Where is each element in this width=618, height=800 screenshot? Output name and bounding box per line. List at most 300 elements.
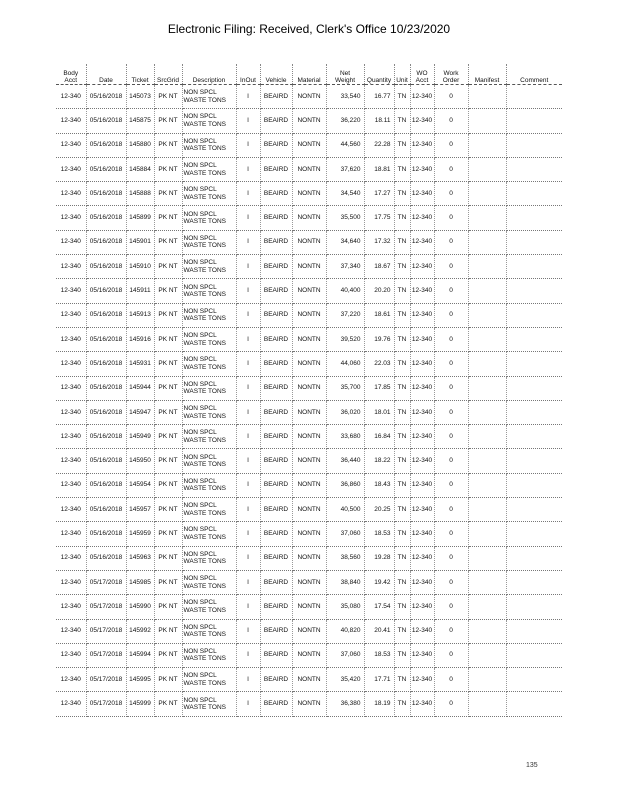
cell-unit: TN (394, 668, 410, 692)
cell-in-out: I (236, 327, 260, 351)
cell-in-out: I (236, 643, 260, 667)
cell-vehicle: BEAIRD (260, 643, 292, 667)
column-header-vehicle: Vehicle (260, 64, 292, 85)
cell-material: NONTN (292, 473, 326, 497)
cell-description: NON SPCL WASTE TONS (182, 303, 236, 327)
table-row (56, 133, 562, 157)
cell-comment (506, 255, 562, 279)
cell-quantity: 18.11 (364, 109, 394, 133)
cell-body-acct: 12-340 (56, 619, 86, 643)
cell-wo-acct: 12-340 (410, 327, 434, 351)
cell-quantity: 19.28 (364, 546, 394, 570)
cell-unit: TN (394, 279, 410, 303)
cell-description: NON SPCL WASTE TONS (182, 522, 236, 546)
cell-manifest (468, 206, 506, 230)
cell-description: NON SPCL WASTE TONS (182, 570, 236, 594)
cell-body-acct: 12-340 (56, 85, 86, 109)
cell-date: 05/16/2018 (86, 279, 126, 303)
cell-vehicle: BEAIRD (260, 449, 292, 473)
cell-description: NON SPCL WASTE TONS (182, 643, 236, 667)
cell-src-grid: PK NT (154, 279, 182, 303)
cell-date: 05/16/2018 (86, 133, 126, 157)
cell-work-order: 0 (434, 255, 468, 279)
cell-work-order: 0 (434, 206, 468, 230)
cell-work-order: 0 (434, 425, 468, 449)
column-header-net-weight: Net Weight (326, 64, 364, 85)
cell-wo-acct: 12-340 (410, 133, 434, 157)
cell-description: NON SPCL WASTE TONS (182, 619, 236, 643)
table-row (56, 376, 562, 400)
cell-net-weight: 34,540 (326, 182, 364, 206)
cell-net-weight: 37,060 (326, 643, 364, 667)
cell-comment (506, 206, 562, 230)
cell-wo-acct: 12-340 (410, 570, 434, 594)
cell-description: NON SPCL WASTE TONS (182, 85, 236, 109)
table-row (56, 85, 562, 109)
cell-quantity: 18.81 (364, 157, 394, 181)
cell-date: 05/16/2018 (86, 327, 126, 351)
cell-material: NONTN (292, 327, 326, 351)
cell-wo-acct: 12-340 (410, 400, 434, 424)
cell-date: 05/16/2018 (86, 182, 126, 206)
cell-ticket: 145884 (126, 157, 154, 181)
cell-work-order: 0 (434, 157, 468, 181)
cell-wo-acct: 12-340 (410, 595, 434, 619)
cell-manifest (468, 85, 506, 109)
cell-net-weight: 40,500 (326, 498, 364, 522)
table-row (56, 157, 562, 181)
cell-body-acct: 12-340 (56, 279, 86, 303)
cell-ticket: 145949 (126, 425, 154, 449)
table-row (56, 692, 562, 716)
cell-net-weight: 35,500 (326, 206, 364, 230)
cell-date: 05/17/2018 (86, 668, 126, 692)
cell-unit: TN (394, 643, 410, 667)
column-header-date: Date (86, 64, 126, 85)
cell-comment (506, 692, 562, 716)
cell-src-grid: PK NT (154, 303, 182, 327)
cell-work-order: 0 (434, 133, 468, 157)
ticket-ledger-table (56, 64, 562, 717)
cell-material: NONTN (292, 425, 326, 449)
cell-vehicle: BEAIRD (260, 498, 292, 522)
cell-quantity: 20.20 (364, 279, 394, 303)
cell-wo-acct: 12-340 (410, 498, 434, 522)
cell-description: NON SPCL WASTE TONS (182, 692, 236, 716)
cell-description: NON SPCL WASTE TONS (182, 255, 236, 279)
cell-in-out: I (236, 522, 260, 546)
table-row (56, 352, 562, 376)
table-row (56, 619, 562, 643)
cell-date: 05/16/2018 (86, 303, 126, 327)
cell-description: NON SPCL WASTE TONS (182, 157, 236, 181)
cell-work-order: 0 (434, 522, 468, 546)
cell-wo-acct: 12-340 (410, 85, 434, 109)
cell-material: NONTN (292, 352, 326, 376)
cell-body-acct: 12-340 (56, 255, 86, 279)
cell-body-acct: 12-340 (56, 400, 86, 424)
cell-net-weight: 37,060 (326, 522, 364, 546)
cell-body-acct: 12-340 (56, 206, 86, 230)
cell-ticket: 145913 (126, 303, 154, 327)
cell-manifest (468, 522, 506, 546)
cell-src-grid: PK NT (154, 595, 182, 619)
cell-date: 05/16/2018 (86, 85, 126, 109)
cell-src-grid: PK NT (154, 352, 182, 376)
cell-src-grid: PK NT (154, 133, 182, 157)
cell-net-weight: 37,220 (326, 303, 364, 327)
cell-manifest (468, 352, 506, 376)
cell-body-acct: 12-340 (56, 546, 86, 570)
cell-comment (506, 303, 562, 327)
cell-material: NONTN (292, 303, 326, 327)
cell-manifest (468, 230, 506, 254)
cell-vehicle: BEAIRD (260, 692, 292, 716)
cell-unit: TN (394, 546, 410, 570)
cell-in-out: I (236, 473, 260, 497)
cell-work-order: 0 (434, 109, 468, 133)
cell-unit: TN (394, 692, 410, 716)
cell-ticket: 145990 (126, 595, 154, 619)
cell-manifest (468, 400, 506, 424)
cell-src-grid: PK NT (154, 643, 182, 667)
cell-net-weight: 38,560 (326, 546, 364, 570)
cell-unit: TN (394, 570, 410, 594)
cell-net-weight: 44,560 (326, 133, 364, 157)
cell-date: 05/16/2018 (86, 546, 126, 570)
cell-unit: TN (394, 595, 410, 619)
cell-body-acct: 12-340 (56, 327, 86, 351)
cell-src-grid: PK NT (154, 85, 182, 109)
cell-manifest (468, 376, 506, 400)
table-row (56, 643, 562, 667)
cell-material: NONTN (292, 522, 326, 546)
cell-quantity: 18.61 (364, 303, 394, 327)
cell-quantity: 17.75 (364, 206, 394, 230)
cell-unit: TN (394, 619, 410, 643)
table-row (56, 109, 562, 133)
cell-comment (506, 619, 562, 643)
cell-in-out: I (236, 230, 260, 254)
cell-unit: TN (394, 400, 410, 424)
cell-net-weight: 36,440 (326, 449, 364, 473)
cell-ticket: 145888 (126, 182, 154, 206)
cell-quantity: 17.54 (364, 595, 394, 619)
cell-date: 05/16/2018 (86, 230, 126, 254)
cell-net-weight: 36,020 (326, 400, 364, 424)
cell-ticket: 145916 (126, 327, 154, 351)
column-header-wo-acct: WO Acct (410, 64, 434, 85)
cell-body-acct: 12-340 (56, 109, 86, 133)
cell-ticket: 145999 (126, 692, 154, 716)
table-row (56, 400, 562, 424)
column-header-quantity: Quantity (364, 64, 394, 85)
cell-description: NON SPCL WASTE TONS (182, 473, 236, 497)
cell-comment (506, 352, 562, 376)
cell-vehicle: BEAIRD (260, 376, 292, 400)
cell-wo-acct: 12-340 (410, 352, 434, 376)
cell-date: 05/16/2018 (86, 255, 126, 279)
cell-material: NONTN (292, 546, 326, 570)
cell-in-out: I (236, 109, 260, 133)
cell-wo-acct: 12-340 (410, 449, 434, 473)
cell-in-out: I (236, 668, 260, 692)
cell-src-grid: PK NT (154, 206, 182, 230)
cell-ticket: 145931 (126, 352, 154, 376)
cell-manifest (468, 279, 506, 303)
column-header-unit: Unit (394, 64, 410, 85)
table-row (56, 425, 562, 449)
cell-description: NON SPCL WASTE TONS (182, 230, 236, 254)
cell-work-order: 0 (434, 668, 468, 692)
cell-body-acct: 12-340 (56, 595, 86, 619)
cell-description: NON SPCL WASTE TONS (182, 668, 236, 692)
cell-work-order: 0 (434, 279, 468, 303)
column-header-material: Material (292, 64, 326, 85)
cell-src-grid: PK NT (154, 522, 182, 546)
cell-unit: TN (394, 303, 410, 327)
cell-src-grid: PK NT (154, 109, 182, 133)
cell-manifest (468, 449, 506, 473)
column-header-src-grid: SrcGrid (154, 64, 182, 85)
cell-src-grid: PK NT (154, 182, 182, 206)
cell-body-acct: 12-340 (56, 303, 86, 327)
cell-wo-acct: 12-340 (410, 425, 434, 449)
cell-date: 05/16/2018 (86, 109, 126, 133)
cell-unit: TN (394, 85, 410, 109)
page-title: Electronic Filing: Received, Clerk's Office 10/23/2020 (167, 22, 451, 36)
cell-description: NON SPCL WASTE TONS (182, 400, 236, 424)
cell-in-out: I (236, 425, 260, 449)
cell-quantity: 20.25 (364, 498, 394, 522)
cell-in-out: I (236, 449, 260, 473)
cell-date: 05/16/2018 (86, 425, 126, 449)
cell-wo-acct: 12-340 (410, 643, 434, 667)
cell-quantity: 18.01 (364, 400, 394, 424)
cell-net-weight: 36,220 (326, 109, 364, 133)
cell-comment (506, 327, 562, 351)
cell-net-weight: 35,080 (326, 595, 364, 619)
cell-manifest (468, 498, 506, 522)
cell-material: NONTN (292, 498, 326, 522)
cell-wo-acct: 12-340 (410, 157, 434, 181)
cell-material: NONTN (292, 133, 326, 157)
cell-vehicle: BEAIRD (260, 352, 292, 376)
cell-date: 05/16/2018 (86, 473, 126, 497)
cell-manifest (468, 255, 506, 279)
cell-unit: TN (394, 522, 410, 546)
cell-ticket: 145992 (126, 619, 154, 643)
cell-wo-acct: 12-340 (410, 619, 434, 643)
cell-unit: TN (394, 327, 410, 351)
cell-manifest (468, 327, 506, 351)
column-header-body-acct: Body Acct (56, 64, 86, 85)
cell-in-out: I (236, 279, 260, 303)
cell-date: 05/17/2018 (86, 570, 126, 594)
cell-ticket: 145985 (126, 570, 154, 594)
cell-work-order: 0 (434, 230, 468, 254)
table-row (56, 449, 562, 473)
cell-wo-acct: 12-340 (410, 473, 434, 497)
cell-date: 05/16/2018 (86, 522, 126, 546)
cell-comment (506, 85, 562, 109)
table-row (56, 206, 562, 230)
cell-unit: TN (394, 376, 410, 400)
cell-comment (506, 498, 562, 522)
cell-work-order: 0 (434, 303, 468, 327)
cell-in-out: I (236, 85, 260, 109)
column-header-work-order: Work Order (434, 64, 468, 85)
cell-quantity: 16.77 (364, 85, 394, 109)
cell-quantity: 17.32 (364, 230, 394, 254)
cell-net-weight: 37,340 (326, 255, 364, 279)
cell-work-order: 0 (434, 546, 468, 570)
cell-vehicle: BEAIRD (260, 619, 292, 643)
cell-body-acct: 12-340 (56, 643, 86, 667)
column-header-comment: Comment (506, 64, 562, 85)
cell-date: 05/17/2018 (86, 619, 126, 643)
cell-wo-acct: 12-340 (410, 279, 434, 303)
cell-comment (506, 668, 562, 692)
cell-date: 05/17/2018 (86, 595, 126, 619)
cell-work-order: 0 (434, 449, 468, 473)
column-header-description: Description (182, 64, 236, 85)
cell-work-order: 0 (434, 85, 468, 109)
cell-ticket: 145910 (126, 255, 154, 279)
cell-material: NONTN (292, 376, 326, 400)
cell-manifest (468, 133, 506, 157)
cell-ticket: 145957 (126, 498, 154, 522)
cell-wo-acct: 12-340 (410, 522, 434, 546)
cell-body-acct: 12-340 (56, 692, 86, 716)
cell-manifest (468, 157, 506, 181)
cell-quantity: 19.42 (364, 570, 394, 594)
cell-vehicle: BEAIRD (260, 85, 292, 109)
cell-comment (506, 570, 562, 594)
cell-body-acct: 12-340 (56, 157, 86, 181)
cell-work-order: 0 (434, 473, 468, 497)
cell-in-out: I (236, 182, 260, 206)
cell-vehicle: BEAIRD (260, 157, 292, 181)
cell-wo-acct: 12-340 (410, 303, 434, 327)
cell-src-grid: PK NT (154, 327, 182, 351)
table-row (56, 546, 562, 570)
cell-manifest (468, 570, 506, 594)
cell-manifest (468, 668, 506, 692)
cell-comment (506, 157, 562, 181)
cell-description: NON SPCL WASTE TONS (182, 182, 236, 206)
cell-unit: TN (394, 182, 410, 206)
cell-work-order: 0 (434, 643, 468, 667)
cell-quantity: 22.03 (364, 352, 394, 376)
cell-quantity: 16.84 (364, 425, 394, 449)
cell-net-weight: 33,540 (326, 85, 364, 109)
cell-in-out: I (236, 206, 260, 230)
cell-manifest (468, 182, 506, 206)
cell-in-out: I (236, 400, 260, 424)
cell-material: NONTN (292, 400, 326, 424)
table-row (56, 473, 562, 497)
cell-vehicle: BEAIRD (260, 400, 292, 424)
cell-work-order: 0 (434, 570, 468, 594)
cell-comment (506, 109, 562, 133)
cell-unit: TN (394, 498, 410, 522)
cell-manifest (468, 595, 506, 619)
cell-material: NONTN (292, 157, 326, 181)
cell-src-grid: PK NT (154, 498, 182, 522)
cell-material: NONTN (292, 619, 326, 643)
cell-manifest (468, 109, 506, 133)
table-body (56, 85, 562, 717)
cell-body-acct: 12-340 (56, 376, 86, 400)
cell-comment (506, 182, 562, 206)
cell-net-weight: 36,860 (326, 473, 364, 497)
cell-in-out: I (236, 498, 260, 522)
cell-src-grid: PK NT (154, 473, 182, 497)
cell-material: NONTN (292, 109, 326, 133)
table-row (56, 595, 562, 619)
cell-comment (506, 522, 562, 546)
cell-material: NONTN (292, 255, 326, 279)
cell-src-grid: PK NT (154, 449, 182, 473)
cell-body-acct: 12-340 (56, 668, 86, 692)
cell-work-order: 0 (434, 376, 468, 400)
cell-vehicle: BEAIRD (260, 425, 292, 449)
table-header-row (56, 64, 562, 85)
cell-net-weight: 38,840 (326, 570, 364, 594)
cell-src-grid: PK NT (154, 619, 182, 643)
cell-in-out: I (236, 133, 260, 157)
cell-ticket: 145954 (126, 473, 154, 497)
cell-net-weight: 39,520 (326, 327, 364, 351)
cell-vehicle: BEAIRD (260, 303, 292, 327)
cell-body-acct: 12-340 (56, 133, 86, 157)
cell-src-grid: PK NT (154, 376, 182, 400)
cell-vehicle: BEAIRD (260, 133, 292, 157)
cell-manifest (468, 303, 506, 327)
cell-net-weight: 35,700 (326, 376, 364, 400)
cell-vehicle: BEAIRD (260, 327, 292, 351)
table-row (56, 255, 562, 279)
cell-ticket: 145950 (126, 449, 154, 473)
cell-manifest (468, 546, 506, 570)
cell-in-out: I (236, 376, 260, 400)
cell-material: NONTN (292, 230, 326, 254)
table-row (56, 668, 562, 692)
cell-description: NON SPCL WASTE TONS (182, 376, 236, 400)
cell-date: 05/16/2018 (86, 498, 126, 522)
cell-vehicle: BEAIRD (260, 279, 292, 303)
cell-work-order: 0 (434, 595, 468, 619)
cell-net-weight: 35,420 (326, 668, 364, 692)
cell-material: NONTN (292, 85, 326, 109)
cell-src-grid: PK NT (154, 157, 182, 181)
cell-ticket: 145995 (126, 668, 154, 692)
table-row (56, 303, 562, 327)
cell-quantity: 17.85 (364, 376, 394, 400)
cell-material: NONTN (292, 570, 326, 594)
cell-work-order: 0 (434, 352, 468, 376)
cell-work-order: 0 (434, 327, 468, 351)
cell-material: NONTN (292, 595, 326, 619)
cell-quantity: 17.71 (364, 668, 394, 692)
page-number: 135 (526, 762, 538, 769)
cell-quantity: 19.76 (364, 327, 394, 351)
cell-vehicle: BEAIRD (260, 668, 292, 692)
cell-date: 05/17/2018 (86, 692, 126, 716)
cell-quantity: 22.28 (364, 133, 394, 157)
cell-quantity: 18.53 (364, 522, 394, 546)
